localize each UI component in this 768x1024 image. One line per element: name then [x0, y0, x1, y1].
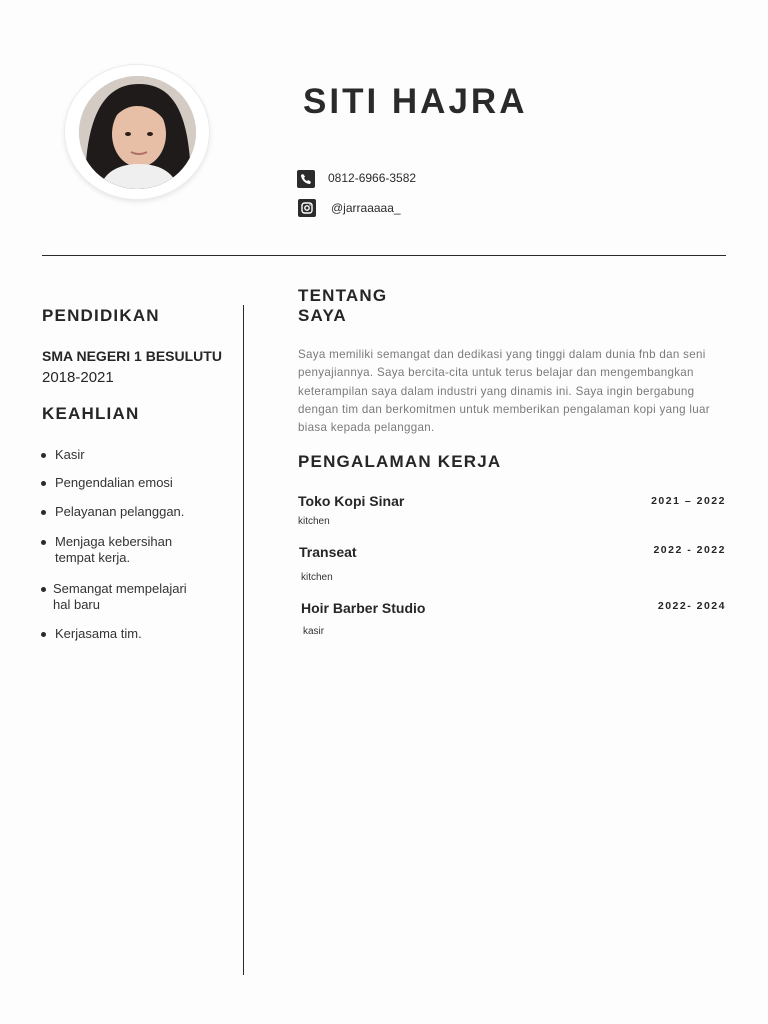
job-period: 2022- 2024 — [657, 600, 726, 612]
bullet — [41, 540, 46, 545]
job-role: kitchen — [298, 516, 330, 527]
phone-number: 0812-6966-3582 — [328, 171, 417, 185]
education-heading: PENDIDIKAN — [42, 306, 160, 325]
job-period: 2022 - 2022 — [653, 544, 726, 556]
job-period: 2021 – 2022 — [651, 495, 726, 507]
job-company: Hoir Barber Studio — [301, 600, 426, 616]
experience-heading: PENGALAMAN KERJA — [298, 452, 502, 471]
about-heading-line2: SAYA — [298, 306, 347, 325]
bullet — [41, 510, 46, 515]
skill-item: Kasir — [55, 447, 85, 462]
column-divider — [243, 305, 244, 975]
instagram-handle: @jarraaaaa_ — [331, 201, 401, 215]
skill-item: Pengendalian emosi — [55, 475, 173, 490]
avatar-illustration — [79, 76, 196, 189]
profile-photo — [79, 76, 196, 189]
job-role: kitchen — [301, 572, 333, 583]
job-company: Transeat — [299, 544, 357, 560]
skill-item: Pelayanan pelanggan. — [55, 504, 185, 519]
bullet — [41, 481, 46, 486]
person-name: SITI HAJRA — [303, 82, 528, 121]
bullet — [41, 632, 46, 637]
school-years: 2018-2021 — [42, 369, 114, 386]
about-heading-line1: TENTANG — [298, 286, 388, 305]
school-name: SMA NEGERI 1 BESULUTU — [42, 348, 222, 364]
about-text: Saya memiliki semangat dan dedikasi yang tinggi dalam dunia fnb dan seni penyajiannya. Saya bercita-cita untuk terus belajar dan mengembangkan keterampilan saya dalam industri yang dinamis ini. Saya ingin bergabung dengan tim dan berkomitmen untuk memberikan pengalaman kopi yang luar biasa kepada pelanggan. — [298, 348, 710, 435]
header-divider — [42, 255, 726, 256]
phone-icon — [297, 170, 315, 188]
skill-item: Menjaga kebersihan tempat kerja. — [55, 534, 173, 565]
skill-item: Kerjasama tim. — [55, 626, 142, 641]
bullet — [41, 587, 46, 592]
skill-item: Semangat mempelajari hal baru — [53, 581, 187, 612]
job-role: kasir — [303, 626, 325, 637]
job-company: Toko Kopi Sinar — [298, 493, 405, 509]
bullet — [41, 453, 46, 458]
skills-heading: KEAHLIAN — [42, 404, 140, 423]
instagram-icon — [298, 199, 316, 217]
